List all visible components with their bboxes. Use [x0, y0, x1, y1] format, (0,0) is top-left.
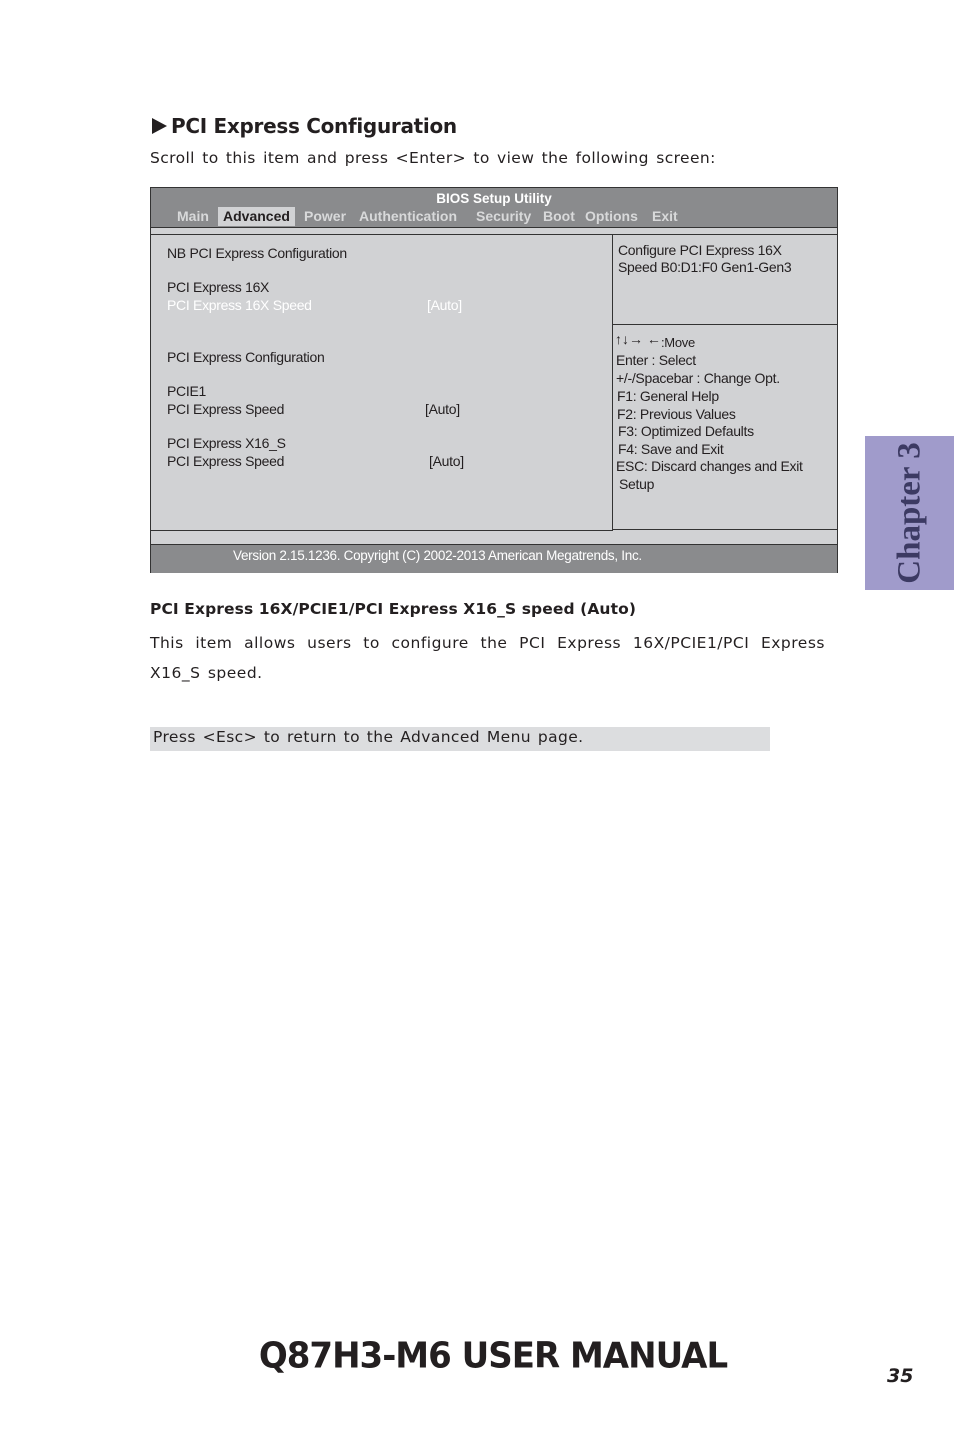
- item-description: This item allows users to configure the PCI Express 16X/PCIE1/PCI Express X16_S speed.: [150, 634, 825, 682]
- esc-note-box: [150, 727, 770, 751]
- page-number: 35: [887, 1365, 914, 1387]
- bios-screen: [150, 187, 838, 573]
- esc-note-text: Press <Esc> to return to the Advanced Menu page.: [153, 728, 584, 746]
- x16s-speed-label[interactable]: PCI Express Speed: [167, 453, 285, 469]
- pcie1-speed-value[interactable]: [Auto]: [425, 401, 460, 417]
- triangle-bullet-icon: [152, 118, 167, 134]
- key-f3: F3: Optimized Defaults: [618, 423, 754, 439]
- section-title: [152, 114, 457, 138]
- key-f1: F1: General Help: [617, 388, 719, 404]
- bios-menu-exit[interactable]: Exit: [652, 208, 678, 224]
- bios-menu-power[interactable]: Power: [304, 208, 347, 224]
- section-title-text: PCI Express Configuration: [171, 114, 457, 138]
- bios-menu-boot[interactable]: Boot: [543, 208, 575, 224]
- bios-footer: [151, 544, 837, 573]
- pci-express-16x-label: PCI Express 16X: [167, 279, 270, 295]
- bios-menu-security[interactable]: Security: [476, 208, 532, 224]
- item-heading: PCI Express 16X/PCIE1/PCI Express X16_S speed (Auto): [150, 600, 637, 618]
- bios-menu: [151, 207, 837, 226]
- pci-express-16x-speed-label[interactable]: PCI Express 16X Speed: [167, 297, 312, 313]
- pcie1-speed-label[interactable]: PCI Express Speed: [167, 401, 285, 417]
- key-f2: F2: Previous Values: [617, 406, 736, 422]
- key-enter: Enter : Select: [616, 352, 696, 368]
- key-move: :Move: [661, 335, 695, 350]
- key-esc-setup: Setup: [619, 476, 655, 492]
- intro-text: Scroll to this item and press <Enter> to view the following screen:: [150, 149, 716, 167]
- chapter-tab: [865, 436, 954, 590]
- pci-express-x16s-label: PCI Express X16_S: [167, 435, 286, 451]
- nb-pci-express-header: NB PCI Express Configuration: [167, 245, 347, 261]
- key-f4: F4: Save and Exit: [618, 441, 724, 457]
- pci-express-config-header: PCI Express Configuration: [167, 349, 325, 365]
- bios-menu-options[interactable]: Options: [585, 208, 638, 224]
- x16s-speed-value[interactable]: [Auto]: [429, 453, 464, 469]
- help-line-1: Configure PCI Express 16X: [618, 242, 782, 258]
- key-spacebar: +/-/Spacebar : Change Opt.: [616, 370, 780, 386]
- manual-title: Q87H3-M6 USER MANUAL: [258, 1335, 728, 1377]
- pci-express-16x-speed-value[interactable]: [Auto]: [427, 297, 462, 313]
- chapter-label: Chapter 3: [891, 442, 927, 584]
- arrow-keys-icon: ↑↓→ ←: [615, 331, 661, 347]
- bios-title: BIOS Setup Utility: [436, 191, 552, 206]
- bios-menu-authentication[interactable]: Authentication: [359, 208, 457, 224]
- bios-menu-advanced[interactable]: Advanced: [218, 207, 295, 226]
- bios-menu-main[interactable]: Main: [177, 208, 209, 224]
- bios-header: [151, 188, 837, 228]
- key-esc: ESC: Discard changes and Exit: [616, 458, 803, 474]
- bios-version-text: Version 2.15.1236. Copyright (C) 2002-2013 American Megatrends, Inc.: [233, 548, 642, 563]
- pcie1-label: PCIE1: [167, 383, 206, 399]
- help-line-2: Speed B0:D1:F0 Gen1-Gen3: [618, 259, 792, 275]
